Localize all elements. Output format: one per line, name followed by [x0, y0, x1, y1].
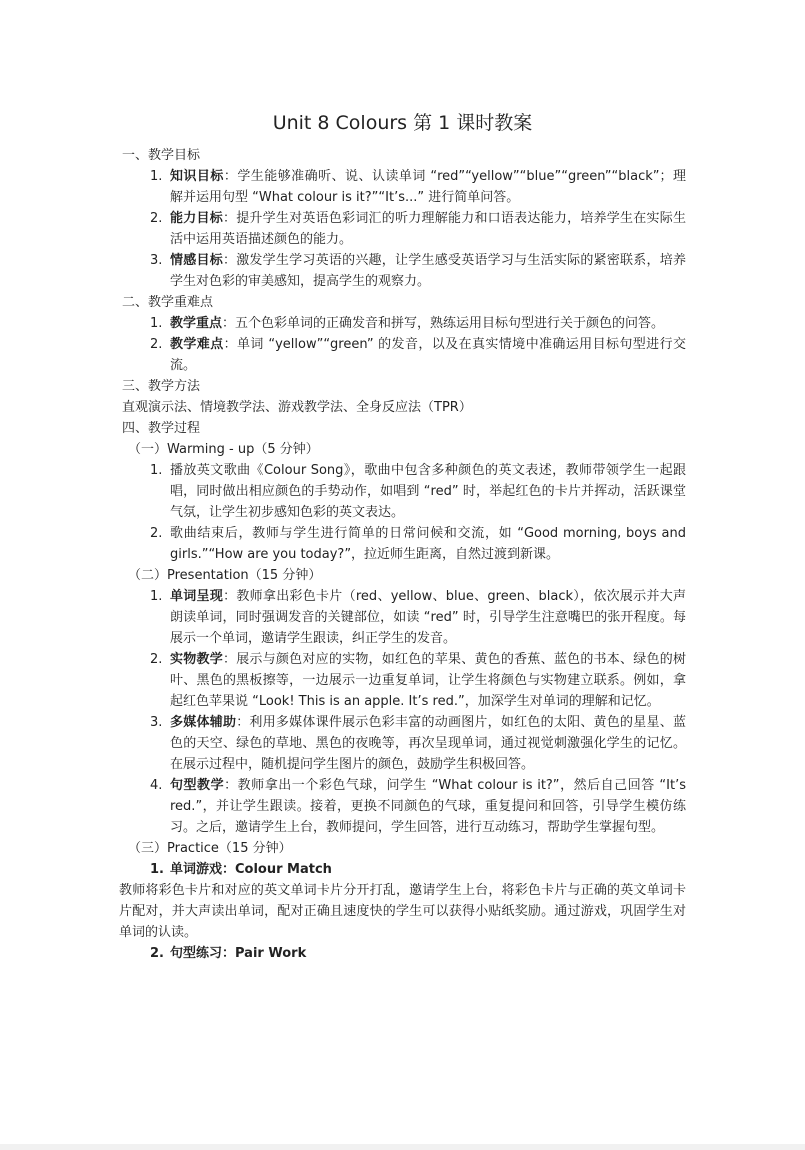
item-text: 歌曲结束后，教师与学生进行简单的日常问候和交流，如 “Good morning, boys and girls.”“How are you today?”，拉近师生距离，自然过渡到新课。: [170, 526, 686, 562]
item-label: 句型教学: [170, 778, 225, 793]
item-number: 1.: [150, 589, 163, 604]
item-number: 4.: [150, 778, 163, 793]
item-number: 3.: [150, 715, 163, 730]
item-text: ：激发学生学习英语的兴趣，让学生感受英语学习与生活实际的紧密联系，培养学生对色彩的审美感知，提高学生的观察力。: [170, 253, 686, 289]
item-text: ：教师拿出彩色卡片（red、yellow、blue、green、black），依次展示并大声朗读单词，同时强调发音的关键部位，如读 “red” 时，引导学生注意嘴巴的张开程度。每展示一个单词，邀请学生跟读，纠正学生的发音。: [170, 589, 686, 646]
list-item: [122, 334, 686, 376]
item-text: ：五个色彩单词的正确发音和拼写，熟练运用目标句型进行关于颜色的问答。: [222, 316, 665, 331]
item-number: 3.: [150, 253, 163, 268]
item-text: ：教师拿出一个彩色气球，问学生 “What colour is it?”，然后自己回答 “It’s red.”，并让学生跟读。接着，更换不同颜色的气球，重复提问和回答，引导学生模仿练习。之后，邀请学生上台，教师提问，学生回答，进行互动练习，帮助学生掌握句型。: [170, 778, 686, 835]
subsection-heading-presentation: （二）Presentation（15 分钟）: [128, 568, 322, 583]
item-text: ：单词 “yellow”“green” 的发音，以及在真实情境中准确运用目标句型进行交流。: [170, 337, 686, 373]
item-label: 多媒体辅助: [170, 715, 237, 730]
item-text: ：利用多媒体课件展示色彩丰富的动画图片，如红色的太阳、黄色的星星、蓝色的天空、绿色的草地、黑色的夜晚等，再次呈现单词，通过视觉刺激强化学生的记忆。在展示过程中，随机提问学生图片的颜色，鼓励学生积极回答。: [170, 715, 686, 772]
item-label: 单词呈现: [170, 589, 224, 604]
item-text: ：展示与颜色对应的实物，如红色的苹果、黄色的香蕉、蓝色的书本、绿色的树叶、黑色的黑板擦等，一边展示一边重复单词，让学生将颜色与实物建立联系。例如，拿起红色苹果说 “Look! This is an apple. It’s red.”，加深学生对单词的理解和记忆。: [170, 652, 686, 709]
section-heading-key-points: 二、教学重难点: [122, 295, 214, 310]
list-item: [122, 649, 686, 712]
item-label: 实物教学: [170, 652, 223, 667]
list-item: [122, 460, 686, 523]
item-number: 2.: [150, 526, 163, 541]
item-text: ：提升学生对英语色彩词汇的听力理解能力和口语表达能力，培养学生在实际生活中运用英语描述颜色的能力。: [170, 211, 686, 247]
item-number: 2.: [150, 211, 163, 226]
section-heading-objectives: 一、教学目标: [122, 148, 201, 163]
section-heading-methods: 三、教学方法: [122, 379, 201, 394]
item-number: 2.: [150, 652, 163, 667]
list-item: [122, 712, 686, 775]
item-number: 2.: [150, 946, 164, 961]
section-heading-process: 四、教学过程: [122, 421, 201, 436]
item-label: 教学重点: [170, 316, 223, 331]
item-label: 情感目标: [170, 253, 223, 268]
list-item: [122, 859, 686, 880]
item-label: 单词游戏：Colour Match: [170, 862, 332, 877]
item-number: 1.: [150, 463, 163, 478]
list-item: [122, 586, 686, 649]
methods-text: 直观演示法、情境教学法、游戏教学法、全身反应法（TPR）: [122, 400, 472, 415]
list-item: [122, 523, 686, 565]
item-label: 句型练习：Pair Work: [170, 946, 307, 961]
page-bottom-edge: [0, 1144, 805, 1150]
item-text: 播放英文歌曲《Colour Song》，歌曲中包含多种颜色的英文表述，教师带领学生一起跟唱，同时做出相应颜色的手势动作，如唱到 “red” 时，举起红色的卡片并挥动，活跃课堂气氛，让学生初步感知色彩的英文表达。: [170, 463, 686, 520]
practice-paragraph: 教师将彩色卡片和对应的英文单词卡片分开打乱，邀请学生上台，将彩色卡片与正确的英文单词卡片配对，并大声读出单词，配对正确且速度快的学生可以获得小贴纸奖励。通过游戏，巩固学生对单词的认读。: [119, 883, 686, 940]
list-item: [122, 313, 686, 334]
list-item: [122, 775, 686, 838]
subsection-heading-practice: （三）Practice（15 分钟）: [128, 841, 292, 856]
list-item: [122, 166, 686, 208]
item-number: 2.: [150, 337, 163, 352]
document-body: [119, 145, 686, 964]
item-label: 知识目标: [170, 169, 224, 184]
item-label: 教学难点: [170, 337, 224, 352]
subsection-heading-warming-up: （一）Warming - up（5 分钟）: [128, 442, 319, 457]
item-number: 1.: [150, 316, 163, 331]
page-title: Unit 8 Colours 第 1 课时教案: [272, 112, 533, 134]
item-label: 能力目标: [170, 211, 223, 226]
item-number: 1.: [150, 169, 163, 184]
item-text: ：学生能够准确听、说、认读单词 “red”“yellow”“blue”“green”“black”；理解并运用句型 “What colour is it?”“It’s...” 进行简单问答。: [170, 169, 686, 205]
list-item: [122, 943, 686, 964]
list-item: [122, 208, 686, 250]
item-number: 1.: [150, 862, 164, 877]
list-item: [122, 250, 686, 292]
